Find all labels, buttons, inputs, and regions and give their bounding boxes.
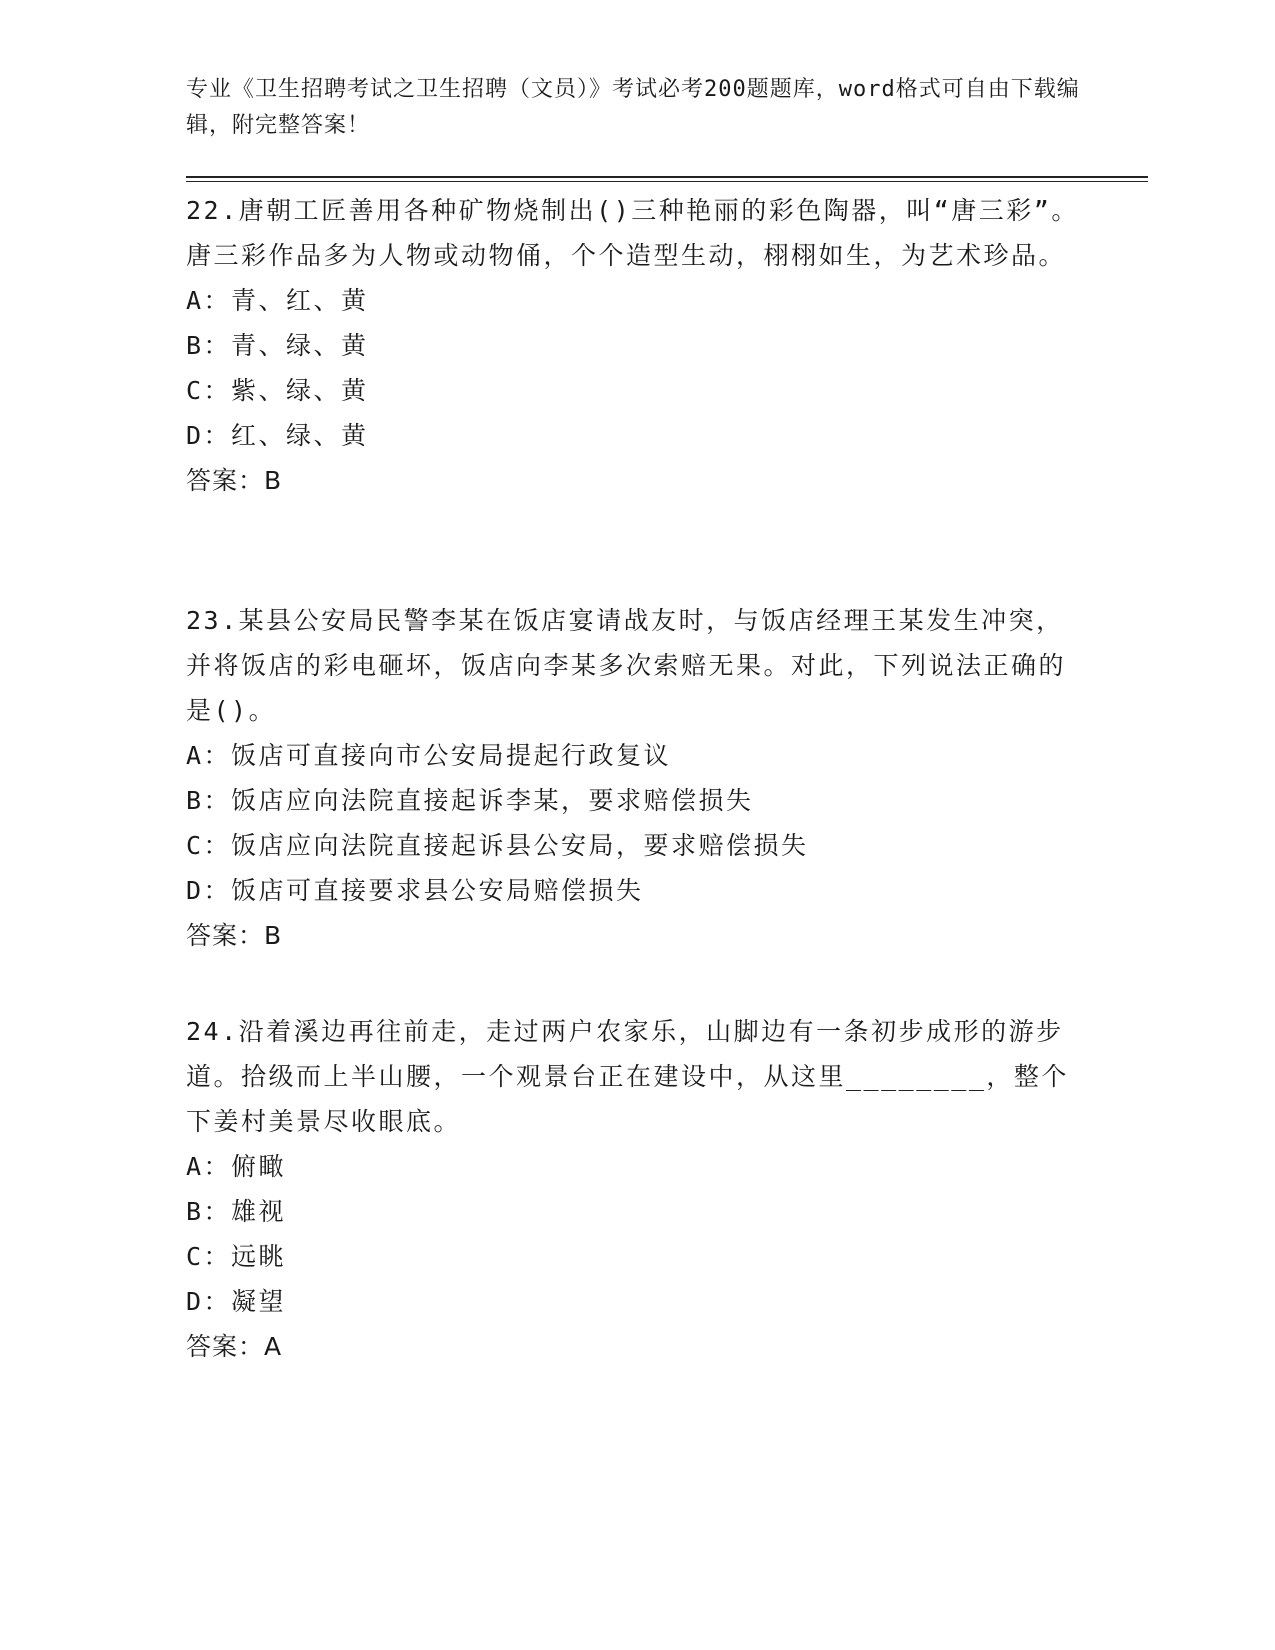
question-22	[186, 188, 1086, 503]
question-stem: 22.唐朝工匠善用各种矿物烧制出()三种艳丽的彩色陶器，叫“唐三彩”。唐三彩作品多为人物或动物俑，个个造型生动，栩栩如生，为艺术珍品。	[186, 196, 1079, 270]
option-a: A：青、红、黄	[186, 286, 369, 315]
header-divider-thick	[186, 176, 1148, 178]
option-b: B：饭店应向法院直接起诉李某，要求赔偿损失	[186, 786, 754, 815]
question-stem: 23.某县公安局民警李某在饭店宴请战友时，与饭店经理王某发生冲突，并将饭店的彩电砸坏，饭店向李某多次索赔无果。对此，下列说法正确的是()。	[186, 606, 1067, 725]
header-intro-text: 专业《卫生招聘考试之卫生招聘（文员）》考试必考200题题库，word格式可自由下载编辑，附完整答案！	[186, 77, 1080, 138]
option-c: C：紫、绿、黄	[186, 376, 369, 405]
answer-line: 答案：A	[186, 1332, 283, 1361]
answer-line: 答案：B	[186, 466, 283, 495]
question-stem: 24.沿着溪边再往前走，走过两户农家乐，山脚边有一条初步成形的游步道。拾级而上半山腰，一个观景台正在建设中，从这里________，整个下姜村美景尽收眼底。	[186, 1017, 1069, 1136]
answer-line: 答案：B	[186, 921, 283, 950]
option-d: D：红、绿、黄	[186, 421, 369, 450]
header-divider-thin	[186, 181, 1148, 182]
option-b: B：青、绿、黄	[186, 331, 369, 360]
option-c: C：远眺	[186, 1242, 287, 1271]
option-d: D：凝望	[186, 1287, 287, 1316]
document-header	[186, 72, 1086, 144]
option-b: B：雄视	[186, 1197, 287, 1226]
question-24	[186, 1009, 1086, 1369]
question-23	[186, 598, 1086, 958]
option-a: A：俯瞰	[186, 1152, 287, 1181]
option-a: A：饭店可直接向市公安局提起行政复议	[186, 741, 672, 770]
option-c: C：饭店应向法院直接起诉县公安局，要求赔偿损失	[186, 831, 809, 860]
option-d: D：饭店可直接要求县公安局赔偿损失	[186, 876, 644, 905]
